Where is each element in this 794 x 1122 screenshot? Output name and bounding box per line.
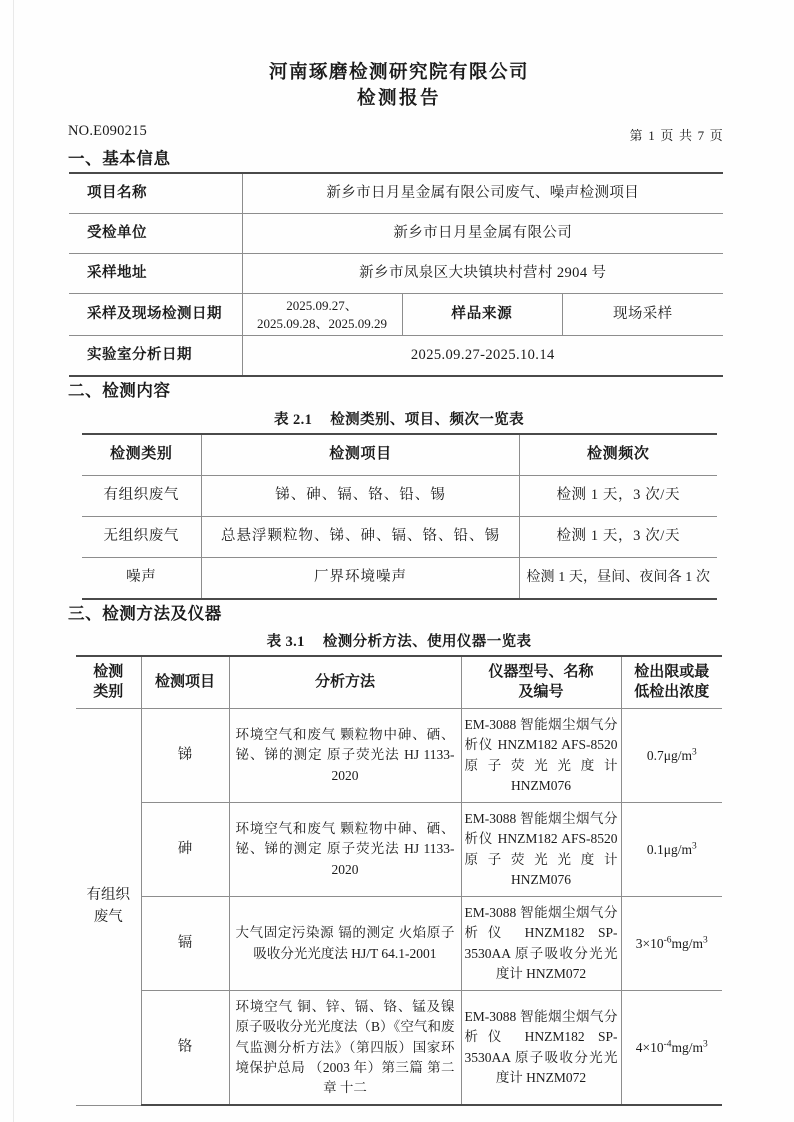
- limit-superscript: 3: [703, 935, 708, 946]
- client-value: 新乡市日月星金属有限公司: [242, 214, 723, 254]
- table-row: [76, 991, 722, 1106]
- sampling-date-value: [242, 294, 402, 336]
- cell-category: 有组织废气: [82, 475, 202, 516]
- address-value: 新乡市凤泉区大块镇块村营村 2904 号: [242, 254, 723, 294]
- table-21-caption-number: 表 2.1: [274, 411, 313, 428]
- cell-limit: [621, 709, 722, 803]
- th-instrument: [461, 656, 621, 709]
- report-number: NO.E090215: [68, 122, 147, 139]
- sampling-date-label: 采样及现场检测日期: [69, 294, 242, 336]
- project-name-label: 项目名称: [69, 173, 242, 214]
- cell-category: 无组织废气: [82, 516, 202, 557]
- section-heading-methods-instruments: 三、检测方法及仪器: [68, 603, 222, 623]
- th-category: [76, 656, 141, 709]
- limit-superscript: 3: [691, 747, 697, 758]
- table-row: [69, 294, 723, 336]
- th-instrument-line-2: 及编号: [518, 683, 564, 700]
- company-name: 河南琢磨检测研究院有限公司: [268, 63, 529, 83]
- limit-base: 0.7μg/m: [646, 747, 692, 763]
- client-label: 受检单位: [69, 214, 242, 254]
- th-limit-line-2: 低检出浓度: [634, 683, 710, 700]
- limit-exponent: -6: [663, 935, 672, 946]
- lab-date-value: 2025.09.27-2025.10.14: [242, 336, 723, 377]
- table-row: [76, 803, 722, 897]
- cell-method: 环境空气和废气 颗粒物中砷、硒、铋、锑的测定 原子荧光法 HJ 1133-2020: [229, 709, 461, 803]
- table-row: [76, 897, 722, 991]
- cell-instrument: EM-3088 智能烟尘烟气分析仪 HNZM182 AFS-8520 原子荧光光度计 HNZM076: [461, 803, 621, 897]
- table-row: [82, 475, 717, 516]
- cell-frequency: 检测 1 天，3 次/天: [520, 516, 717, 557]
- limit-base: 0.1μg/m: [646, 841, 692, 857]
- table-row: [69, 214, 723, 254]
- table-row: [76, 709, 722, 803]
- cell-items: 总悬浮颗粒物、锑、砷、镉、铬、铅、锡: [202, 516, 520, 557]
- sample-source-value: 现场采样: [562, 294, 723, 336]
- category-label-line-1: 有组织: [86, 887, 130, 904]
- cell-item: 砷: [141, 803, 229, 897]
- sampling-date-line-1: 2025.09.27、: [286, 298, 358, 314]
- document-type-title: 检测报告: [356, 88, 441, 109]
- cell-method: 环境空气和废气 颗粒物中砷、硒、铋、锑的测定 原子荧光法 HJ 1133-2020: [229, 803, 461, 897]
- cell-instrument: EM-3088 智能烟尘烟气分析仪 HNZM182 AFS-8520 原子荧光光度计 HNZM076: [461, 709, 621, 803]
- cell-item: 镉: [141, 897, 229, 991]
- cell-category: 噪声: [82, 557, 202, 599]
- table-31: [76, 655, 722, 1106]
- cell-limit: [621, 803, 722, 897]
- table-header-row: [76, 656, 722, 709]
- table-21-caption-text: 检测类别、项目、频次一览表: [330, 411, 524, 428]
- cell-category-organized-exhaust: [76, 709, 141, 1106]
- th-item: 检测项目: [141, 656, 229, 709]
- cell-method: 环境空气 铜、锌、镉、铬、锰及镍 原子吸收分光光度法（B）《空气和废气监测分析方法》（第四版）国家环境保护总局 （2003 年）第三篇 第二章 十二: [229, 991, 461, 1106]
- address-label: 采样地址: [69, 254, 242, 294]
- sampling-date-line-2: 2025.09.28、2025.09.29: [256, 315, 387, 331]
- th-category-line-2: 类别: [93, 683, 124, 700]
- th-items: 检测项目: [202, 434, 520, 476]
- table-21: [82, 433, 717, 600]
- project-name-value: 新乡市日月星金属有限公司废气、噪声检测项目: [242, 173, 723, 214]
- table-row: [82, 516, 717, 557]
- table-31-caption-text: 检测分析方法、使用仪器一览表: [322, 634, 532, 651]
- lab-date-label: 实验室分析日期: [69, 336, 242, 377]
- basic-info-table: [69, 172, 723, 377]
- table-row: [69, 336, 723, 377]
- page-content: [68, 50, 730, 1106]
- limit-exponent: -4: [663, 1039, 672, 1050]
- limit-unit: mg/m: [671, 1039, 704, 1055]
- table-row: [69, 254, 723, 294]
- category-label-line-2: 废气: [93, 908, 123, 925]
- section-heading-test-content: 二、检测内容: [68, 381, 171, 401]
- table-21-caption: [68, 408, 730, 429]
- section-heading-basic-info: 一、基本信息: [68, 148, 171, 168]
- th-category: 检测类别: [82, 434, 202, 476]
- th-method: 分析方法: [229, 656, 461, 709]
- limit-unit: mg/m: [671, 935, 704, 951]
- cell-instrument: EM-3088 智能烟尘烟气分析仪 HNZM182 SP-3530AA 原子吸收分光光度计 HNZM072: [461, 991, 621, 1106]
- cell-frequency: 检测 1 天，昼间、夜间各 1 次: [520, 557, 717, 599]
- sample-source-label: 样品来源: [402, 294, 562, 336]
- limit-prefix: 4×10: [635, 1039, 664, 1055]
- table-31-caption: [68, 630, 730, 651]
- report-meta-row: [68, 123, 730, 145]
- cell-method: 大气固定污染源 镉的测定 火焰原子吸收分光光度法 HJ/T 64.1-2001: [229, 897, 461, 991]
- th-category-line-1: 检测: [93, 664, 124, 681]
- th-instrument-line-1: 仪器型号、名称: [488, 664, 594, 681]
- table-row: [69, 173, 723, 214]
- th-frequency: 检测频次: [520, 434, 717, 476]
- limit-superscript: 3: [703, 1039, 708, 1050]
- table-header-row: [82, 434, 717, 476]
- cell-items: 锑、砷、镉、铬、铅、锡: [202, 475, 520, 516]
- cell-frequency: 检测 1 天，3 次/天: [520, 475, 717, 516]
- limit-prefix: 3×10: [635, 935, 664, 951]
- cell-instrument: EM-3088 智能烟尘烟气分析仪 HNZM182 SP-3530AA 原子吸收分光光度计 HNZM072: [461, 897, 621, 991]
- page-edge-line: [13, 0, 14, 1122]
- table-row: [82, 557, 717, 599]
- cell-items: 厂界环境噪声: [202, 557, 520, 599]
- cell-item: 锑: [141, 709, 229, 803]
- th-limit: [621, 656, 722, 709]
- limit-superscript: 3: [691, 841, 697, 852]
- page-indicator: 第 1 页 共 7 页: [629, 127, 724, 143]
- cell-item: 铬: [141, 991, 229, 1106]
- cell-limit: [621, 991, 722, 1106]
- cell-limit: [621, 897, 722, 991]
- table-31-caption-number: 表 3.1: [266, 634, 305, 651]
- th-limit-line-1: 检出限或最: [634, 664, 710, 681]
